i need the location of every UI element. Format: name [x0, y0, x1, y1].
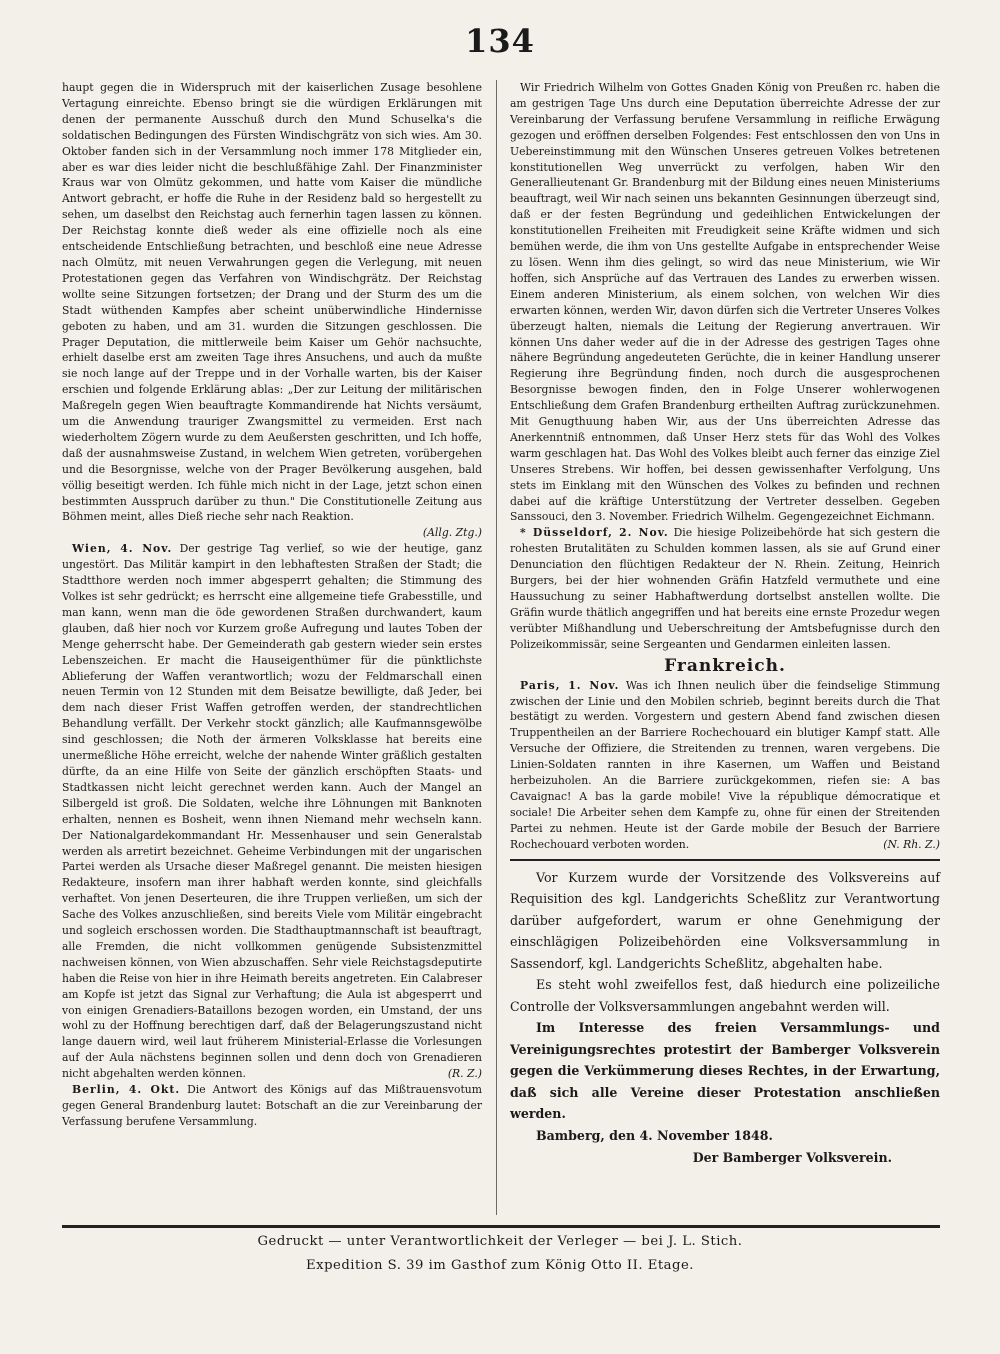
volksverein-notice [510, 867, 940, 1169]
notice-paragraph: Vor Kurzem wurde der Vorsitzende des Volksvereins auf Requisition des kgl. Landgerichts Scheßlitz zur Verantwortung darüber aufgefordert, warum er ohne Genehmigung der einschlägigen Polizeibehörden eine Volksversammlung in Sassendorf, kgl. Landgerichts Scheßlitz, abgehalten habe. [510, 869, 940, 971]
dateline: Paris, 1. Nov. [520, 678, 620, 692]
source-citation: (Allg. Ztg.) [422, 526, 482, 540]
source-line [62, 525, 482, 541]
article-paragraph: haupt gegen die in Widerspruch mit der kaiserlichen Zusage besohlene Vertagung einreichte. Ebenso bringt sie die würdigen Erklärungen mit denen der permanente Ausschuß durch den Mund Schuselka's die soldatischen Bedingungen des Fürsten Windischgrätz von sich wies. Am 30. Oktober fanden sich in der Versammlung noch immer 178 Mitglieder ein, aber es war dies leider nicht die beschlußfähige Zahl. Der Finanzminister Kraus war von Olmütz gekommen, und hatte vom Kaiser die mündliche Antwort gebracht, er hoffe die Ruhe in der Residenz bald so hergestellt zu sehen, um daselbst den Reichstag auch fernerhin tagen lassen zu können. Der Reichstag konnte dieß weder als eine offizielle noch als eine entscheidende Entschließung betrachten, und beschloß eine neue Adresse nach Olmütz, mit neuen Verwahrungen gegen die Verlegung, mit neuen Protestationen gegen das Verfahren von Windischgrätz. Der Reichstag wollte seine Sitzungen fortsetzen; der Drang und der Sturm des um die Stadt wüthenden Kampfes aber scheint unüberwindliche Hindernisse geboten zu haben, und am 31. wurden die Sitzungen geschlossen. Die Prager Deputation, die mittlerweile beim Kaiser um Gehör nachsuchte, erhielt daselbe erst am zweiten Tage ihres Ansuchens, und auch da mußte sie noch lange auf der Treppe und in der Vorhalle warten, bis der Kaiser erschien und folgende Erklärung ablas: „Der zur Leitung der militärischen Maßregeln gegen Wien beauftragte Kommandirende hat Nichts versäumt, um die Anwendung trauriger Zwangsmittel zu vermeiden. Erst nach wiederholtem Zögern wurde zu dem Aeußersten geschritten, und Ich hoffe, daß der ausnahmsweise Zustand, in welchem Wien getreten, vorübergehen und die Besorgnisse, welche von der Prager Bevölkerung ausgehen, bald völlig beseitigt werden. Ich fühle mich nicht in der Lage, jetzt schon einen bestimmten Ausspruch darüber zu thun." Die Constitutionelle Zeitung aus Böhmen meint, alles Dieß rieche sehr nach Reaktion. [62, 81, 482, 524]
section-heading: Frankreich. [664, 655, 786, 676]
notice-protest: Im Interesse des freien Versammlungs- und Vereinigungsrechtes protestirt der Bamberger Volksverein gegen die Verkümmerung dieses Rechtes, in der Erwartung, daß sich alle Vereine dieser Protestation anschließen werden. [510, 1020, 940, 1122]
article-paris [510, 678, 940, 853]
page-number: 134 [465, 22, 535, 60]
article-text: Die hiesige Polizeibehörde hat sich gestern die rohesten Brutalitäten zu Schulden kommen lassen, als sie auf Grund einer Denunciation den flüchtigen Redakteur der N. Rhein. Zeitung, Heinrich Burgers, bei der hier wohnenden Gräfin Hatzfeld vermuthete und eine Haussuchung zu seiner Habhaftwerdung dortselbst anstellen wollte. Die Gräfin wurde thätlich angegriffen und hat bereits eine ernste Prozedur wegen verübter Mißhandlung und Ueberschreitung der Amtsbefugnisse durch den Polizeikommissär, seine Sergeanten und Gendarmen einleiten lassen. [510, 526, 941, 651]
article-dusseldorf [510, 525, 940, 652]
notice-separator [510, 859, 940, 861]
right-column [510, 80, 940, 1215]
article-text: Was ich Ihnen neulich über die feindselige Stimmung zwischen der Linie und den Mobilen schrieb, beginnt bereits durch die That bestätigt zu werden. Vorgestern und gestern Abend fand zwischen diesen Truppentheilen an der Barriere Rochechouard ein blutiger Kampf statt. Alle Versuche der Offiziere, die Streitenden zu trennen, waren vergebens. Die Linien-Soldaten rannten in ihre Kasernen, um Waffen und Beistand herbeizuholen. An die Barriere zurückgekommen, riefen sie: A bas Cavaignac! A bas la garde mobile! Vive la république démocratique et sociale! Die Arbeiter sehen dem Kampfe zu, ohne für einen der Streitenden Partei zu nehmen. Heute ist der Garde mobile der Besuch der Barriere Rochechouard verboten worden. [510, 678, 940, 851]
dateline: * Düsseldorf, 2. Nov. [520, 526, 669, 540]
printer-imprint: Gedruckt — unter Verantwortlichkeit der Verleger — bei J. L. Stich. [257, 1234, 743, 1249]
dateline: Wien, 4. Nov. [72, 542, 173, 556]
notice-date: Bamberg, den 4. November 1848. [536, 1127, 773, 1143]
article-berlin [62, 1082, 482, 1130]
source-citation: (N. Rh. Z.) [883, 837, 940, 851]
article-text: Der gestrige Tag verlief, so wie der heutige, ganz ungestört. Das Militär kampirt in den lebhaftesten Straßen der Stadt; die Stadtthore werden noch immer abgesperrt gehalten; die Stimmung des Volkes ist sehr gedrückt; es herrscht eine allgemeine tiefe Grabesstille, und man kann, wenn man die öde gewordenen Straßen durchwandert, kaum glauben, daß hier noch vor Kurzem große Aufregung und lautes Toben der Menge geherrscht habe. Der Gemeinderath gab gestern wieder sein erstes Lebenszeichen. Er macht die Hauseigenthümer für die pünktlichste Ablieferung der Waffen verantwortlich; wozu der Feldmarschall einen neuen Termin von 12 Stunden mit dem Beisatze bewilligte, daß Jeder, bei dem nach dieser Frist Waffen getroffen werden, der standrechtlichen Behandlung verfällt. Der Verkehr stockt gänzlich; alle Kaufmannsgewölbe sind geschlossen; die Noth der ärmeren Volksklasse hat bereits eine unermeßliche Höhe erreicht, welche der nahende Winter gräßlich gestalten dürfte, da an eine Hilfe von Seite der gänzlich erschöpften Staats- und Stadtkassen nicht leicht gerechnet werden kann. Auch der Mangel an Silbergeld ist groß. Die Soldaten, welche ihre Löhnungen mit Banknoten erhalten, nennen es Bosheit, wenn ihnen Niemand mehr wechseln kann. Der Nationalgardekommandant Hr. Messenhauser und sein Generalstab werden als arretirt bezeichnet. Geheime Verbindungen mit der ungarischen Partei werden als Ursache dieser Maßregel genannt. Die meisten hiesigen Redakteure, insofern man ihrer habhaft werden konnte, sind gleichfalls verhaftet. Von jenen Deserteuren, die ihre Truppen verließen, um sich der Sache des Volkes anzuschließen, sind bereits Viele vom Militär eingebracht und sogleich erschossen worden. Die Stadthauptmannschaft ist beauftragt, alle Fremden, die nicht vollkommen genügende Subsistenzmittel nachweisen können, von Wien abzuschaffen. Sehr viele Reichstagsdeputirte haben die Reise von hier in ihre Heimath bereits angetreten. Ein Calabreser am Kopfe ist jetzt das Signal zur Verhaftung; die Aula ist abgesperrt und von einigen Grenadiers-Bataillons bezogen worden, ein Umstand, der uns wohl zu der Hoffnung berechtigen darf, daß der Belagerungszustand nicht lange dauern wird, weil laut früherem Ministerial-Erlasse die Vorlesungen auf der Aula nächstens beginnen sollen und denn doch von Grenadieren nicht abgehalten werden können. [62, 542, 482, 1081]
source-citation: (R. Z.) [447, 1067, 482, 1081]
left-column [62, 80, 482, 1215]
notice-signature: Der Bamberger Volksverein. [692, 1149, 892, 1165]
dateline: Berlin, 4. Okt. [72, 1083, 181, 1097]
column-divider [496, 80, 497, 1215]
article-wien [62, 541, 482, 1082]
expedition-address: Expedition S. 39 im Gasthof zum König Otto II. Etage. [306, 1258, 694, 1273]
notice-paragraph: Es steht wohl zweifellos fest, daß hiedurch eine polizeiliche Controlle der Volksversammlungen angebahnt werden will. [510, 977, 940, 1014]
article-text: Die Antwort des Königs auf das Mißtrauensvotum gegen General Brandenburg lautet: Botschaft an die zur Vereinbarung der Verfassung berufene Versammlung. [62, 1083, 482, 1128]
royal-proclamation: Wir Friedrich Wilhelm von Gottes Gnaden König von Preußen rc. haben die am gestrigen Tage Uns durch eine Deputation überreichte Adresse der zur Vereinbarung der Verfassung berufene Versammlung in reifliche Erwägung gezogen und eröffnen derselben Folgendes: Fest entschlossen den von Uns in Uebereinstimmung mit den Wünschen Unseres getreuen Volkes betretenen konstitutionellen Weg unverrückt zu verfolgen, haben Wir den Generallieutenant Gr. Brandenburg mit der Bildung eines neuen Ministeriums beauftragt, weil Wir nach seinen uns bekannten Gesinnungen überzeugt sind, daß er der festen Begründung und gedeihlichen Entwickelungen der konstitutionellen Freiheiten mit Freudigkeit seine Kräfte widmen und sich bemühen werde, die ihm von Uns gestellte Aufgabe in entsprechender Weise zu lösen. Wenn ihm dies gelingt, so wird das neue Ministerium, wie Wir hoffen, sich Ansprüche auf das Vertrauen des Landes zu erwerben wissen. Einem anderen Ministerium, als einem solchen, von welchen Wir dies erwarten können, werden Wir, davon dürfen sich die Vertreter Unseres Volkes überzeugt halten, niemals die Leitung der Regierung anvertrauen. Wir können Uns daher weder auf die in der Adresse des gestrigen Tages ohne nähere Begründung angedeuteten Gerüchte, die in keiner Handlung unserer Regierung ihre Begründung finden, noch durch die ausgesprochenen Besorgnisse bewogen finden, den in Folge Unserer wohlerwogenen Entschließung dem Grafen Brandenburg ertheilten Auftrag zurückzunehmen. Mit Genugthuung haben Wir, aus der Uns überreichten Adresse das Anerkenntniß entnommen, daß Unser Herz stets für das Wohl des Volkes warm geschlagen hat. Das Wohl des Volkes bleibt auch ferner das einzige Ziel Unseres Strebens. Wir hoffen, bei dessen gewissenhafter Verfolgung, Uns stets im Einklang mit den Wünschen des Volkes zu befinden und rechnen dabei auf die kräftige Unterstützung der Vertreter desselben. Gegeben Sanssouci, den 3. November. Friedrich Wilhelm. Gegengezeichnet Eichmann. [510, 81, 940, 524]
footer-divider [62, 1225, 940, 1228]
